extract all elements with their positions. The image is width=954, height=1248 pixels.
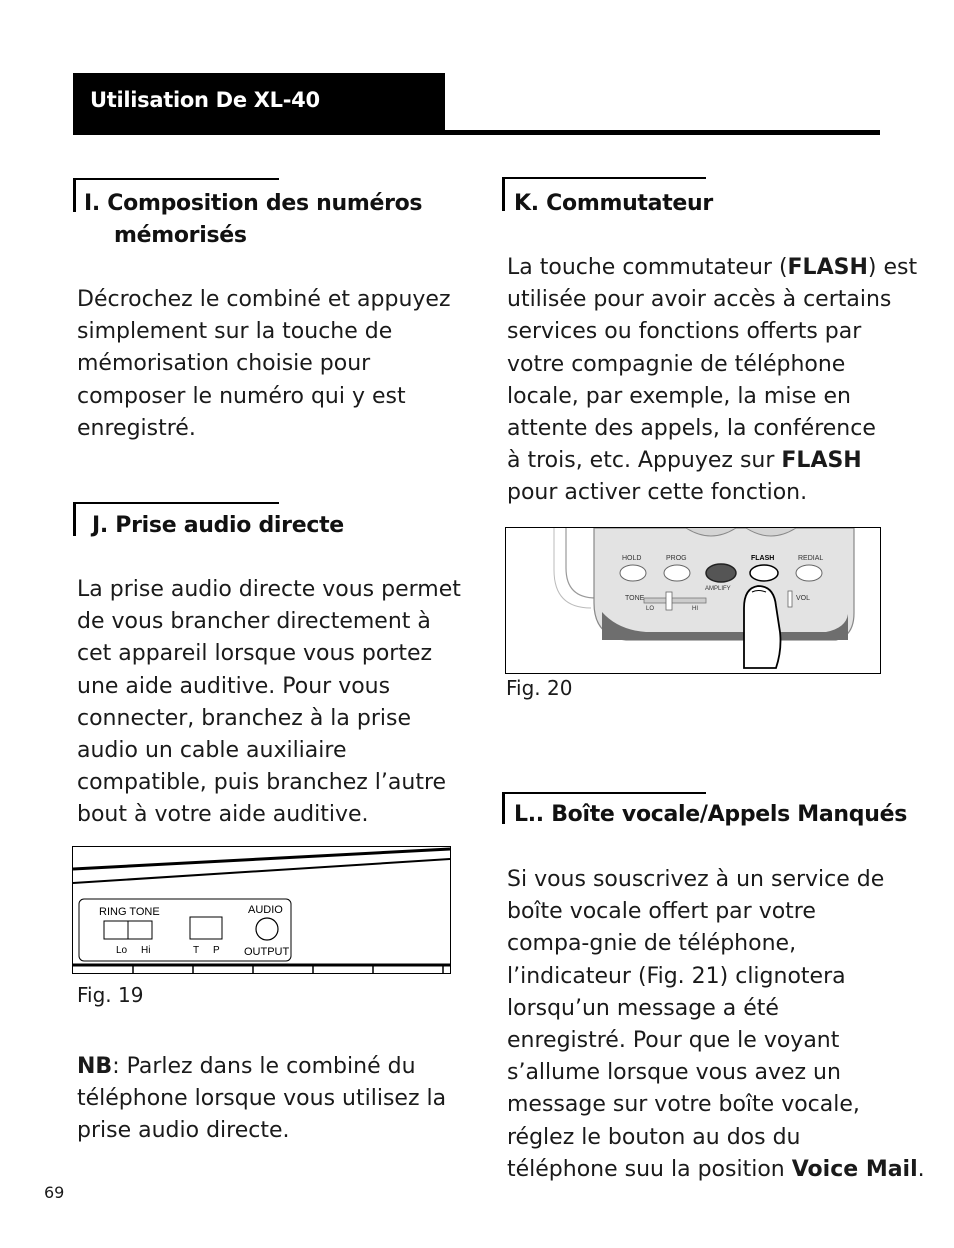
nb-line1: : Parlez dans le combiné du [112,1054,416,1079]
header-rule [445,130,880,135]
text-line: connecter, branchez à la prise [77,705,411,731]
section-i-title-line1: I. Composition des numéros [84,191,423,216]
text-line: La prise audio directe vous permet [77,577,461,602]
amplify-label: AMPLIFY [705,586,731,592]
lo-label: Lo [116,945,128,956]
nb-note [77,1051,446,1148]
section-i-body [77,284,451,445]
section-l-rule [502,792,706,794]
audio-label: AUDIO [248,904,283,916]
text-line: réglez le bouton au dos du [507,1124,801,1150]
section-l-title: L.. Boîte vocale/Appels Manqués [514,802,908,827]
text-line: s’allume lorsque vous avez un [507,1060,841,1086]
redial-label: REDIAL [798,555,824,562]
tone-label: TONE [625,595,645,602]
text-line: simplement sur la touche de [77,319,393,345]
text-line: enregistré. [77,415,196,441]
text-line [507,252,917,284]
audio-jack-panel-illustration [73,847,450,973]
text-line: téléphone lorsque vous utilisez la [77,1086,447,1112]
section-i-marker [73,178,76,212]
section-i-title-line2: mémorisés [114,223,247,248]
page-number: 69 [44,1183,65,1202]
text-line [77,1051,446,1083]
section-j-body [77,574,461,832]
vol-label: VOL [796,595,811,602]
figure-20-caption: Fig. 20 [506,676,573,700]
text-line: de vous brancher directement à [77,609,431,635]
figure-20 [505,527,881,674]
section-k-marker [502,177,505,211]
text-line: Si vous souscrivez à un service de [507,867,885,892]
hi-label: Hi [141,945,151,956]
section-j-title: J. Prise audio directe [92,513,344,538]
voice-mail-bold: Voice Mail [791,1156,918,1182]
section-j-marker [73,502,76,536]
text-line: mémorisation choisie pour [77,351,371,377]
section-k-rule [502,177,706,179]
lo-label-fig20: LO [646,606,655,612]
text-line: bout à votre aide auditive. [77,802,369,828]
text-line: pour activer cette fonction. [507,480,808,506]
text-line: l’indicateur (Fig. 21) clignotera [507,963,846,989]
text-line: une aide auditive. Pour vous [77,673,391,699]
figure-19 [72,846,451,974]
hi-label-fig20: HI [692,606,698,612]
flash-bold: FLASH [787,255,868,280]
section-i-rule [73,178,279,180]
k-line1-pre: La touche commutateur ( [507,255,788,280]
text-line [507,1154,925,1186]
text-line: enregistré. Pour que le voyant [507,1028,840,1054]
text-line: lorsqu’un message a été [507,995,779,1021]
section-k-body [507,252,917,510]
k-line7-pre: à trois, etc. Appuyez sur [507,448,782,474]
t-label: T [193,945,200,956]
text-line: Décrochez le combiné et appuyez [77,287,451,312]
flash-button-illustration [506,528,880,673]
flash-bold-2: FLASH [781,448,862,474]
text-line: boîte vocale offert par votre [507,899,816,925]
text-line: attente des appels, la conférence [507,416,876,442]
text-line: message sur votre boîte vocale, [507,1092,860,1118]
text-line: locale, par exemple, la mise en [507,383,851,409]
text-line: compa-gnie de téléphone, [507,931,797,957]
output-label: OUTPUT [244,946,290,958]
p-label: P [213,945,220,956]
text-line: utilisée pour avoir accès à certains [507,287,892,313]
section-j-rule [73,502,279,504]
text-line: votre compagnie de téléphone [507,351,846,377]
ring-tone-label: RING TONE [99,906,160,918]
text-line: audio un cable auxiliaire [77,738,347,764]
flash-label: FLASH [751,555,775,562]
page-title: Utilisation De XL-40 [90,88,320,112]
text-line: cet appareil lorsque vous portez [77,641,433,667]
text-line: services ou fonctions offerts par [507,319,862,345]
text-line: compatible, puis branchez l’autre [77,770,447,796]
nb-bold: NB [77,1054,113,1079]
section-k-title: K. Commutateur [514,191,713,216]
l-last-post: . [917,1156,925,1182]
section-l-marker [502,792,505,824]
text-line: prise audio directe. [77,1118,290,1144]
text-line: composer le numéro qui y est [77,383,406,409]
figure-19-caption: Fig. 19 [77,983,144,1007]
k-line1-post: ) est [867,255,918,280]
text-line [507,445,917,477]
l-last-pre: téléphone suu la position [507,1156,792,1182]
section-l-body [507,864,925,1186]
hold-label: HOLD [622,555,642,562]
prog-label: PROG [666,555,687,562]
